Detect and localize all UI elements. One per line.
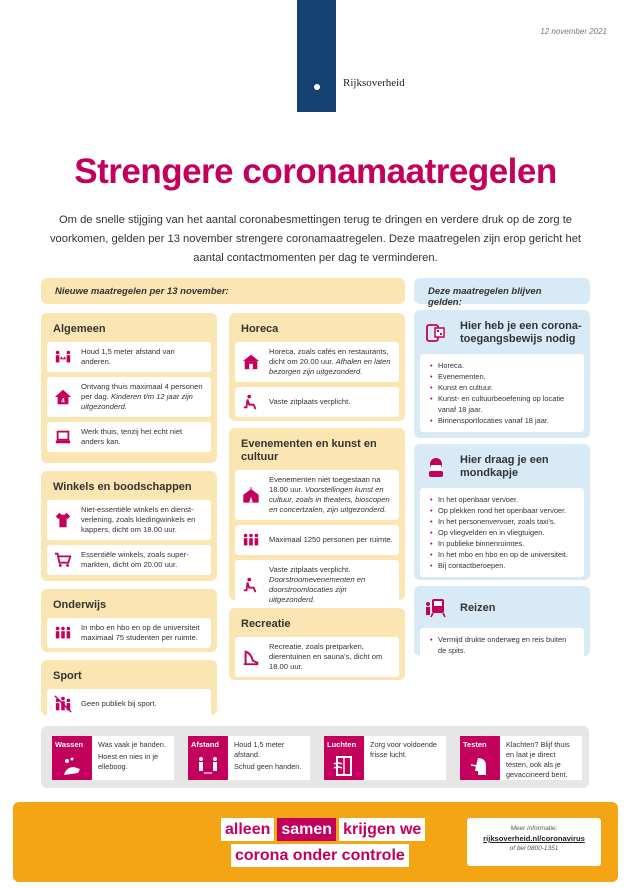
card-mondkapje (414, 444, 590, 580)
item-text: Houd 1,5 meter afstand van anderen. (81, 347, 175, 366)
seat-icon (241, 392, 261, 412)
list-item (235, 342, 399, 382)
face-mask-icon (424, 455, 448, 479)
intro-text: Om de snelle stijging van het aantal coronabesmettingen terug te dringen en verdere druk op de zorg te voorkomen, gelden per 13 november strengere coronamaatregelen. Deze maatregelen zijn erop gericht het aantal contactmomenten per dag te verminderen. (49, 214, 582, 264)
info-phone: of bel 0800-1351 (509, 845, 559, 852)
item-text: Werk thuis, tenzij het echt niet anders kan. (81, 427, 183, 446)
item-text: Vaste zitplaats verplicht. (269, 565, 351, 574)
card-reizen (414, 586, 590, 656)
card-title: Hier draag je een mondkapje (460, 454, 549, 479)
card-horeca (229, 313, 405, 421)
rule-text: Was vaak je handen. (98, 740, 166, 749)
card-title: Onderwijs (53, 599, 107, 611)
crest-logo-icon (299, 74, 335, 104)
card-title: Recreatie (241, 618, 291, 630)
audience-icon (53, 694, 73, 714)
slide-icon (241, 647, 261, 667)
card-title: Algemeen (53, 323, 106, 335)
bullet-list (420, 354, 584, 432)
date: 12 november 2021 (540, 27, 607, 36)
list-item: • Horeca. (430, 360, 576, 371)
card-sport (41, 660, 217, 715)
rule-tag: Testen (463, 740, 487, 749)
slogan-word: samen (277, 818, 336, 841)
slogan-word: corona onder controle (231, 844, 409, 867)
list-item: • Bij contactberoepen. (430, 560, 576, 571)
item-text: In mbo en hbo en op de universiteit maximaal 75 studenten per ruimte. (81, 623, 200, 642)
students-icon (53, 623, 73, 643)
basic-rules-bar (41, 726, 589, 788)
item-note: Voorstellingen kunst en cultuur, zoals in theaters, bioscopen en concertzalen, zijn uitgezonderd. (269, 485, 390, 514)
card-title: Hier heb je een corona-toegangsbewijs nodig (460, 320, 582, 345)
list-item: • Vermijd drukte onderweg en reis buiten de spits. (430, 634, 576, 656)
tent-icon (241, 485, 261, 505)
list-item: • In het mbo en hbo en op de universiteit. (430, 549, 576, 560)
card-algemeen (41, 313, 217, 463)
svg-text:4: 4 (61, 397, 65, 405)
list-item (47, 342, 211, 372)
item-note: Doorstroomevenementen en doorstroomlocaties zijn uitgezonderd. (269, 575, 366, 604)
keep-measures-label: Deze maatregelen blijven gelden: (414, 278, 590, 304)
item-text: Essentiële winkels, zoals super-markten, dicht om 20.00 uur. (81, 550, 189, 569)
seat-icon (241, 575, 261, 595)
rule-testen (460, 736, 582, 780)
card-toegangsbewijs (414, 310, 590, 438)
rule-text: Houd 1,5 meter afstand. (234, 740, 285, 759)
footer (13, 802, 618, 882)
item-text: Ontvang thuis maximaal 4 personen per dag. (81, 382, 203, 401)
list-item (235, 560, 399, 610)
list-item (235, 470, 399, 520)
item-text: Horeca, zoals cafés en restaurants, dicht om 20.00 uur. (269, 347, 389, 366)
item-text: Evenementen niet toegestaan na 18.00 uur. (269, 475, 381, 494)
list-item (47, 618, 211, 648)
list-item: • In het personenvervoer, zoals taxi's. (430, 516, 576, 527)
item-text: Geen publiek bij sport. (81, 699, 157, 708)
list-item: • Kunst en cultuur. (430, 382, 576, 393)
list-item (47, 500, 211, 540)
window-icon (332, 755, 356, 777)
list-item: • Op plekken rond het openbaar vervoer. (430, 505, 576, 516)
list-item: • In het openbaar vervoer. (430, 494, 576, 505)
card-onderwijs (41, 589, 217, 652)
rule-tag: Luchten (327, 740, 357, 749)
logo-text: Rijksoverheid (343, 77, 405, 89)
laptop-icon (53, 427, 73, 447)
item-text: Maximaal 1250 personen per ruimte. (269, 535, 393, 544)
card-title: Reizen (460, 601, 496, 614)
rule-luchten (324, 736, 446, 780)
people-icon (241, 530, 261, 550)
rule-text: Zorg voor voldoende frisse lucht. (370, 740, 437, 759)
rule-wassen (52, 736, 174, 780)
card-title: Winkels en boodschappen (53, 481, 192, 493)
list-item (47, 422, 211, 452)
new-measures-label: Nieuwe maatregelen per 13 november: (41, 278, 405, 304)
cart-icon (53, 550, 73, 570)
card-evenementen (229, 428, 405, 604)
item-text: Niet-essentiële winkels en dienst-verlening, zoals kledingwinkels en kappers, dicht om 18.00 uur. (81, 505, 196, 534)
phone-qr-icon (424, 321, 448, 345)
item-note: Afhalen en laten bezorgen zijn uitgezonderd. (269, 357, 391, 376)
info-box (467, 818, 601, 866)
handwash-icon (60, 755, 84, 777)
item-text: Vaste zitplaats verplicht. (269, 397, 351, 406)
slogan-word: alleen (221, 818, 274, 841)
list-item: • Evenementen. (430, 371, 576, 382)
shirt-icon (53, 510, 73, 530)
bullet-list (420, 628, 584, 662)
rule-tag: Wassen (55, 740, 84, 749)
slogan (221, 818, 425, 870)
rule-text: Schud geen handen. (234, 762, 302, 771)
list-item: • In publieke binnenruimtes. (430, 538, 576, 549)
card-recreatie (229, 608, 405, 680)
card-winkels (41, 471, 217, 581)
card-title: Evenementen en kunst en cultuur (241, 438, 377, 463)
page-title: Strengere coronamaatregelen (74, 152, 557, 191)
list-item: • Binnensportlocaties vanaf 18 jaar. (430, 415, 576, 426)
house-4-icon (53, 387, 73, 407)
info-label: Meer informatie: (510, 825, 558, 832)
rule-text: Klachten? Blijf thuis en laat je direct testen, ook als je gevaccineerd bent. (506, 740, 570, 779)
rule-text: Hoest en nies in je elleboog. (98, 752, 159, 771)
list-item (47, 545, 211, 575)
info-link[interactable]: rijksoverheid.nl/coronavirus (483, 834, 585, 843)
rule-tag: Afstand (191, 740, 219, 749)
list-item: • Kunst- en cultuurbeoefening op locatie vanaf 18 jaar. (430, 393, 576, 415)
list-item (235, 387, 399, 417)
distance-icon (196, 755, 220, 777)
distance-icon (53, 347, 73, 367)
test-icon (468, 755, 492, 777)
list-item: • Op vliegvelden en in vliegtuigen. (430, 527, 576, 538)
card-title: Sport (53, 670, 82, 682)
restaurant-icon (241, 352, 261, 372)
list-item (235, 525, 399, 555)
list-item (235, 637, 399, 677)
list-item (47, 689, 211, 719)
item-text: Recreatie, zoals pretparken, dierentuinen en sauna's, dicht om 18.00 uur. (269, 642, 383, 671)
train-icon (424, 596, 448, 620)
bullet-list (420, 488, 584, 577)
rule-afstand (188, 736, 310, 780)
card-title: Horeca (241, 323, 279, 335)
item-note: Kinderen t/m 12 jaar zijn uitgezonderd. (81, 392, 193, 411)
list-item (47, 377, 211, 417)
slogan-word: krijgen we (339, 818, 425, 841)
